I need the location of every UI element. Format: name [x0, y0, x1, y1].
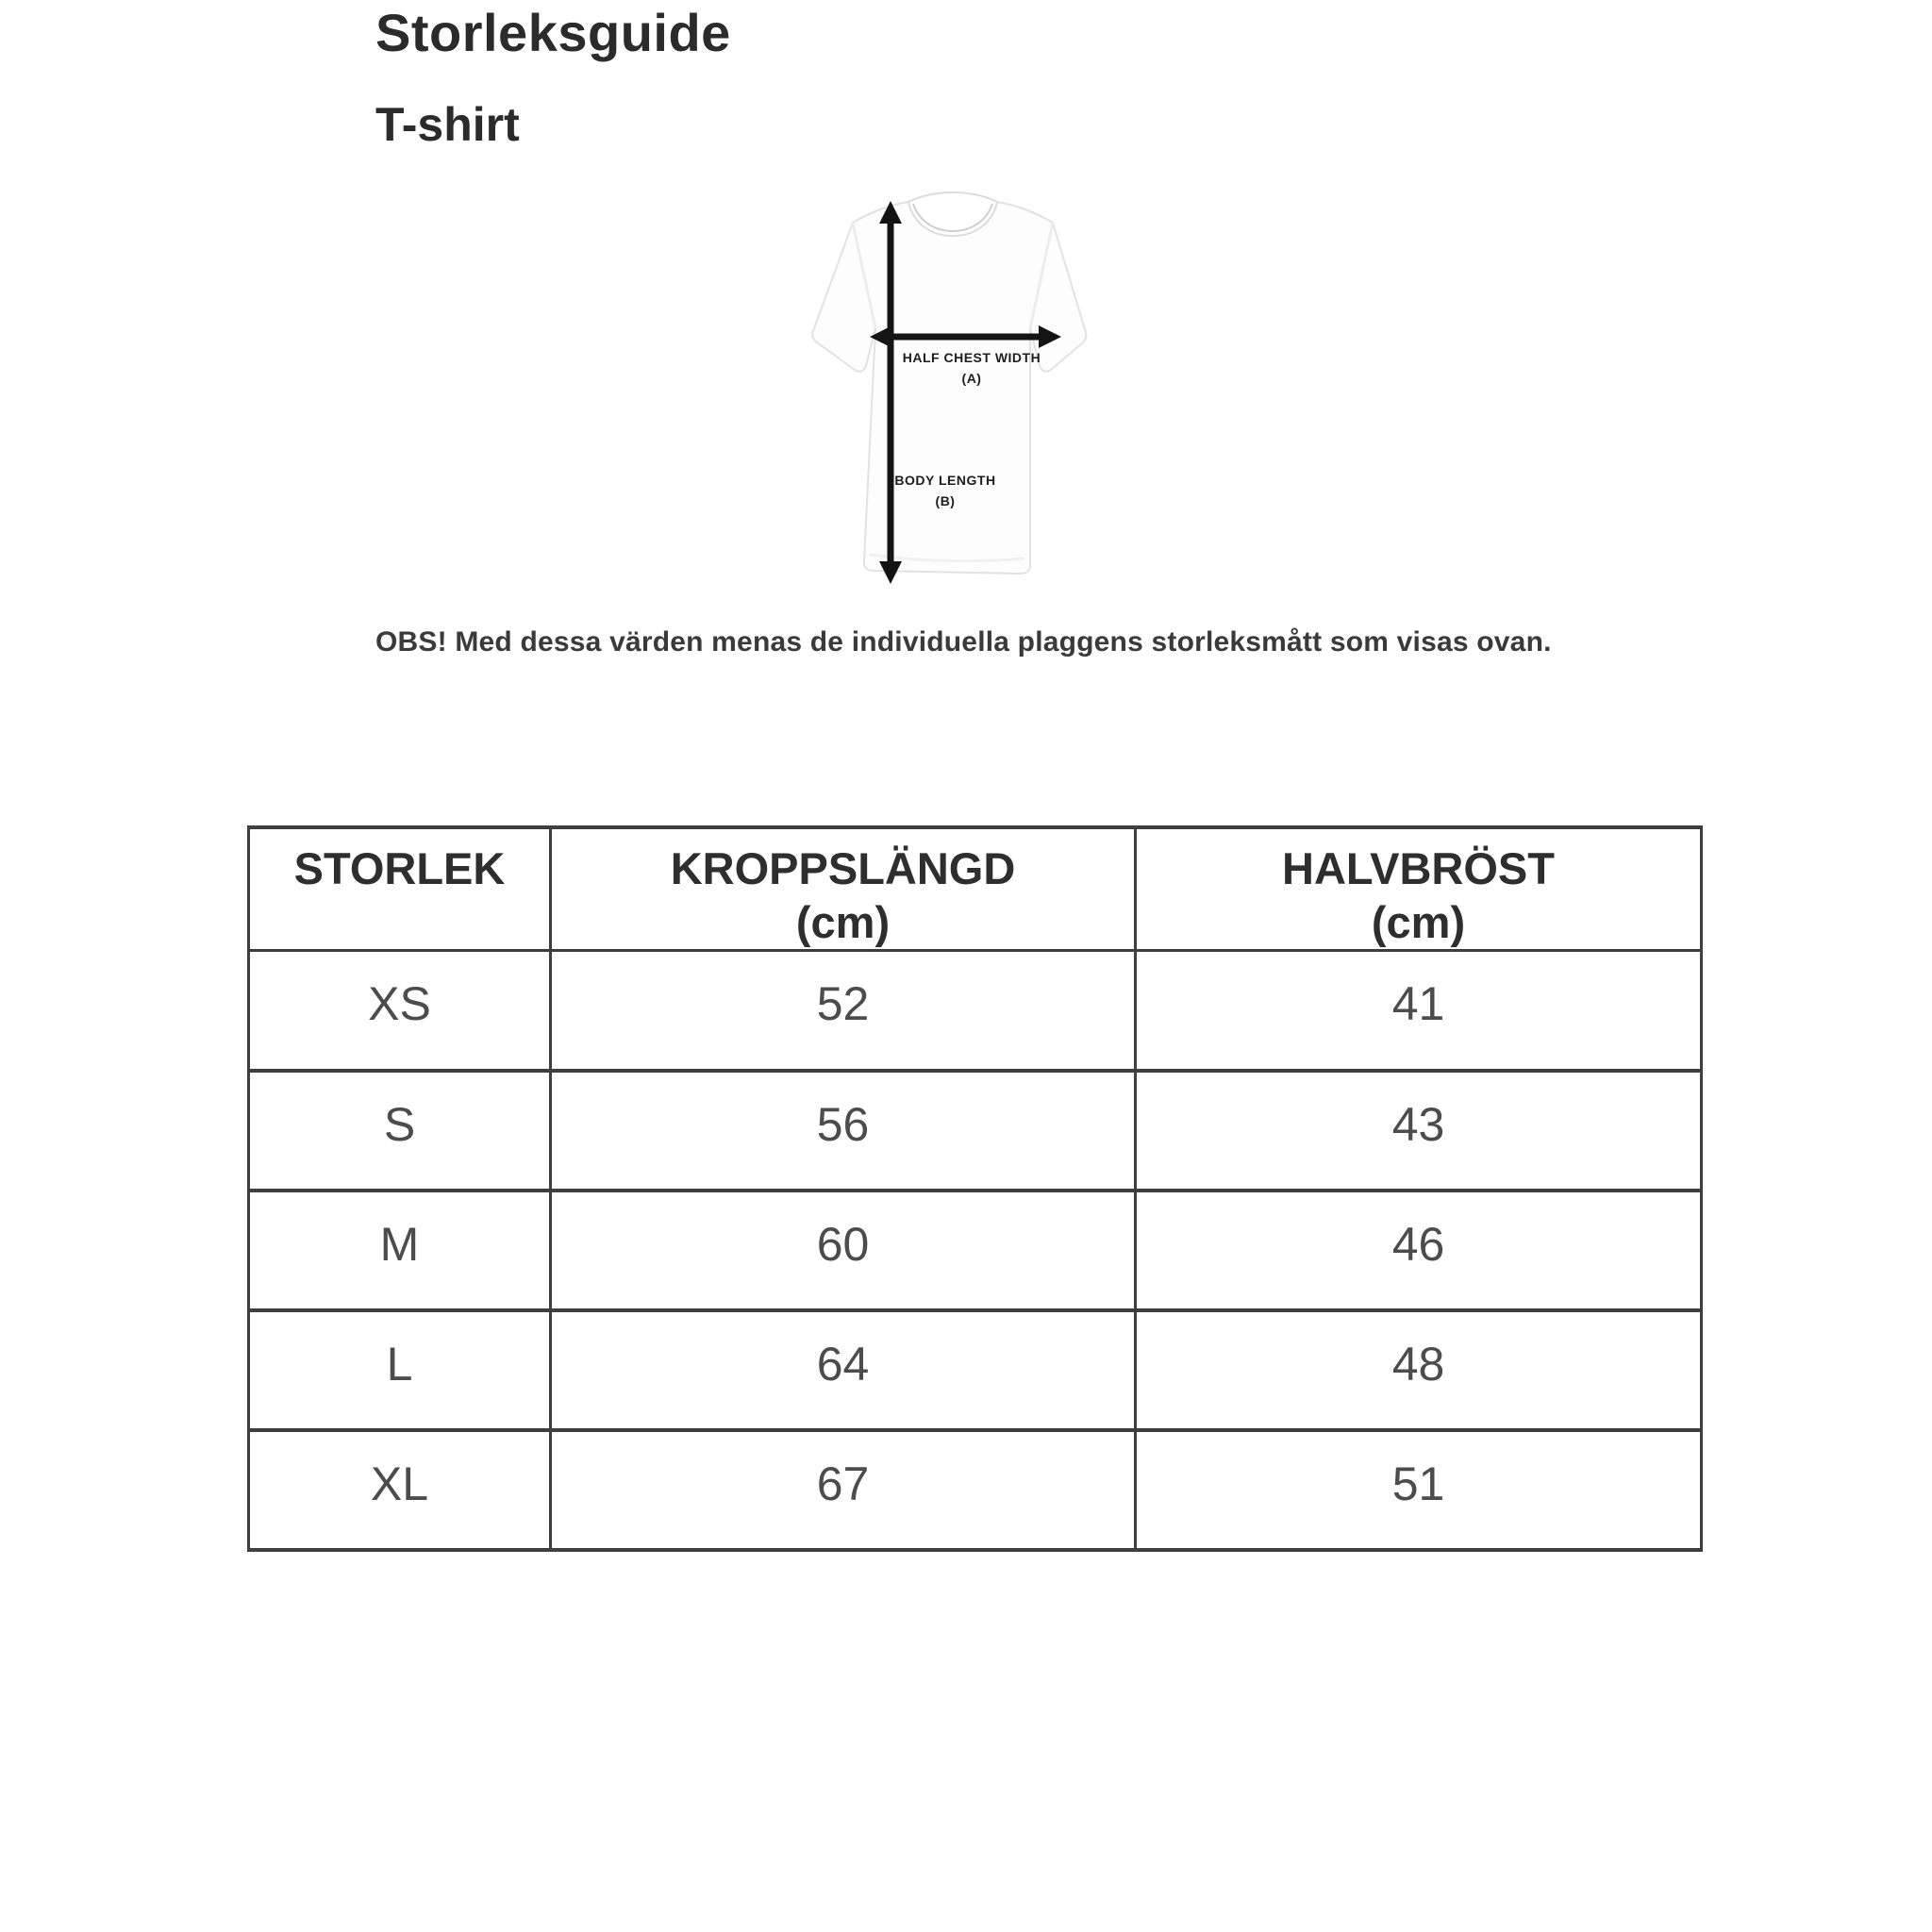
- half-chest-label: HALF CHEST WIDTH: [902, 350, 1041, 365]
- tshirt-graphic: [812, 192, 1086, 574]
- size-cell: L: [249, 1310, 551, 1430]
- size-cell: XL: [249, 1430, 551, 1550]
- half-chest-cell: 43: [1136, 1071, 1702, 1191]
- column-label: STORLEK: [293, 843, 506, 893]
- body-length-cell: 56: [551, 1071, 1136, 1191]
- size-table: [247, 825, 1703, 1552]
- body-length-cell: 52: [551, 951, 1136, 1071]
- half-chest-cell: 51: [1136, 1430, 1702, 1550]
- table-row: [249, 1310, 1702, 1430]
- table-row: [249, 1191, 1702, 1310]
- page-title: Storleksguide: [375, 3, 731, 62]
- half-chest-cell: 46: [1136, 1191, 1702, 1310]
- column-label: HALVBRÖST: [1282, 843, 1555, 893]
- body-length-key: (B): [935, 493, 956, 508]
- tshirt-diagram-svg: [792, 187, 1104, 597]
- half-chest-cell: 48: [1136, 1310, 1702, 1430]
- column-header-body-length: [551, 827, 1136, 951]
- tshirt-measurement-diagram: [792, 187, 1104, 597]
- half-chest-cell: 41: [1136, 951, 1702, 1071]
- column-header-size: [249, 827, 551, 951]
- body-length-cell: 64: [551, 1310, 1136, 1430]
- measurement-note: OBS! Med dessa värden menas de individuella plaggens storleksmått som visas ovan.: [375, 626, 1552, 658]
- table-row: [249, 1430, 1702, 1550]
- header-row: [249, 827, 1702, 951]
- size-cell: XS: [249, 951, 551, 1071]
- column-label: KROPPSLÄNGD: [670, 843, 1016, 893]
- column-unit: (cm): [1371, 897, 1466, 947]
- size-cell: S: [249, 1071, 551, 1191]
- product-type-subtitle: T-shirt: [375, 98, 520, 151]
- table-row: [249, 1071, 1702, 1191]
- size-cell: M: [249, 1191, 551, 1310]
- body-length-label: BODY LENGTH: [894, 473, 996, 488]
- column-unit: (cm): [795, 897, 891, 947]
- half-chest-key: (A): [961, 371, 982, 386]
- body-length-cell: 67: [551, 1430, 1136, 1550]
- body-length-cell: 60: [551, 1191, 1136, 1310]
- column-header-half-chest: [1136, 827, 1702, 951]
- table-row: [249, 951, 1702, 1071]
